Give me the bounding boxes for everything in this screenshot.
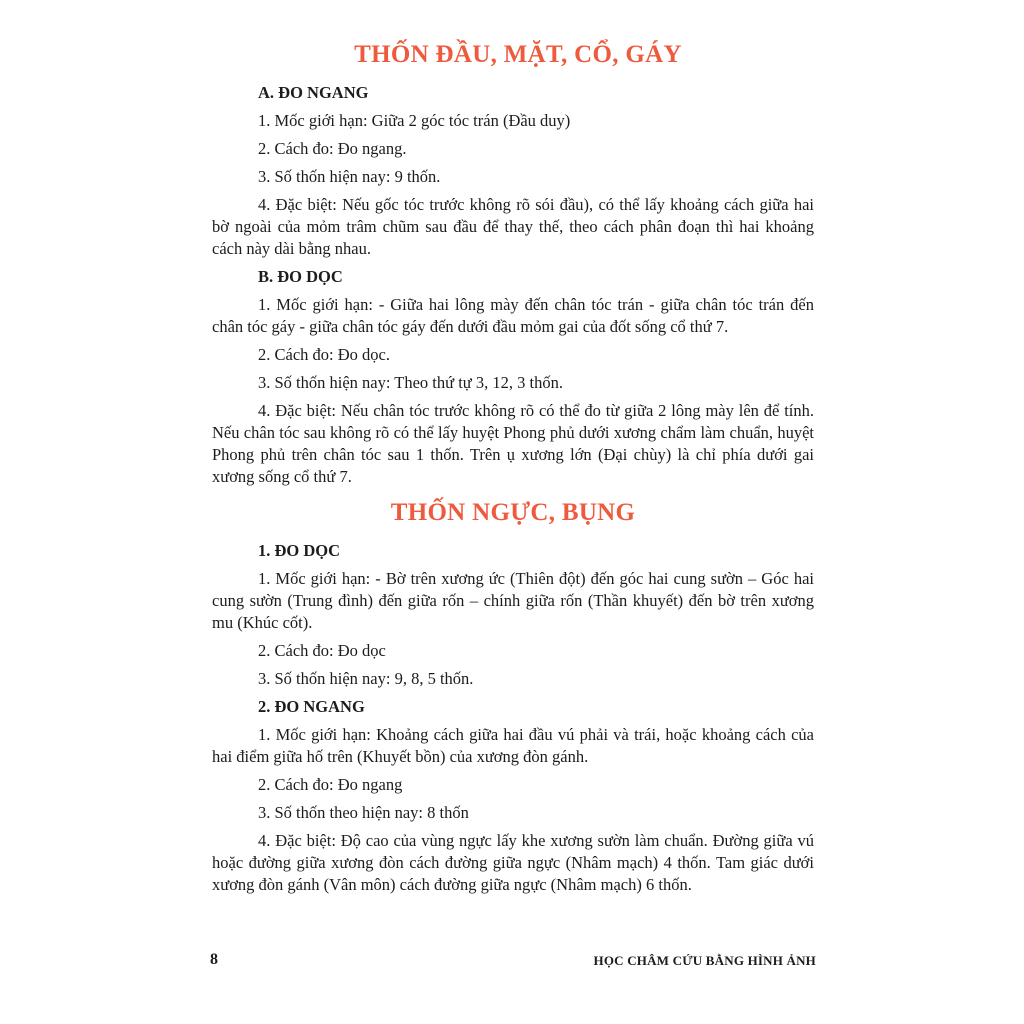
paragraph: 1. Mốc giới hạn: - Bờ trên xương ức (Thiên đột) đến góc hai cung sườn – Góc hai cung sườn (Trung đình) đến giữa rốn – chính giữa rốn (Thần khuyết) đến bờ trên xương mu (Khúc cốt). [212, 569, 814, 632]
paragraph: 3. Số thốn hiện nay: 9, 8, 5 thốn. [258, 669, 474, 688]
subheading-horizontal-measure: 2. ĐO NGANG [258, 697, 365, 716]
running-title: HỌC CHÂM CỨU BẰNG HÌNH ẢNH [593, 953, 816, 968]
subheading-vertical-measure: B. ĐO DỌC [258, 267, 343, 286]
paragraph: 4. Đặc biệt: Nếu gốc tóc trước không rõ sói đầu), có thể lấy khoảng cách giữa hai bờ ngoài của mỏm trâm chũm sau đầu để thay thế, theo cách phân đoạn thì hai khoảng cách này dài bằng nhau. [212, 195, 814, 258]
page-number: 8 [210, 951, 218, 968]
paragraph: 1. Mốc giới hạn: - Giữa hai lông mày đến chân tóc trán - giữa chân tóc trán đến chân tóc gáy - giữa chân tóc gáy đến dưới đầu mỏm gai của đốt sống cổ thứ 7. [212, 295, 814, 336]
paragraph: 4. Đặc biệt: Nếu chân tóc trước không rõ có thể đo từ giữa 2 lông mày lên để tính. Nếu chân tóc sau không rõ có thể lấy huyệt Phong phủ dưới xương chẩm làm chuẩn, huyệt Phong phủ trên chân tóc sau 1 thốn. Trên ụ xương lớn (Đại chùy) là chỉ phía dưới gai xương sống cổ thứ 7. [212, 401, 814, 486]
paragraph: 2. Cách đo: Đo ngang [258, 775, 403, 794]
section-title-chest-abdomen: THỐN NGỰC, BỤNG [390, 499, 636, 526]
subheading-horizontal-measure: A. ĐO NGANG [258, 83, 369, 102]
paragraph: 3. Số thốn hiện nay: Theo thứ tự 3, 12, 3 thốn. [258, 373, 563, 392]
paragraph: 1. Mốc giới hạn: Khoảng cách giữa hai đầu vú phải và trái, hoặc khoảng cách của hai điểm giữa hố trên (Khuyết bồn) của xương đòn gánh. [212, 725, 814, 766]
paragraph: 4. Đặc biệt: Độ cao của vùng ngực lấy khe xương sườn làm chuẩn. Đường giữa vú hoặc đường giữa xương đòn cách đường giữa ngực (Nhâm mạch) 4 thốn. Tam giác dưới xương đòn gánh (Vân môn) cách đường giữa ngực (Nhâm mạch) 6 thốn. [212, 831, 814, 894]
paragraph: 2. Cách đo: Đo dọc. [258, 345, 390, 364]
subheading-vertical-measure: 1. ĐO DỌC [258, 541, 341, 560]
page-footer [210, 953, 816, 973]
paragraph: 3. Số thốn hiện nay: 9 thốn. [258, 167, 441, 186]
page-content [212, 40, 814, 902]
section-title-head-face-neck: THỐN ĐẦU, MẶT, CỔ, GÁY [354, 41, 682, 68]
paragraph: 2. Cách đo: Đo ngang. [258, 139, 407, 158]
paragraph: 3. Số thốn theo hiện nay: 8 thốn [258, 803, 469, 822]
paragraph: 2. Cách đo: Đo dọc [258, 641, 386, 660]
paragraph: 1. Mốc giới hạn: Giữa 2 góc tóc trán (Đầu duy) [258, 111, 571, 130]
